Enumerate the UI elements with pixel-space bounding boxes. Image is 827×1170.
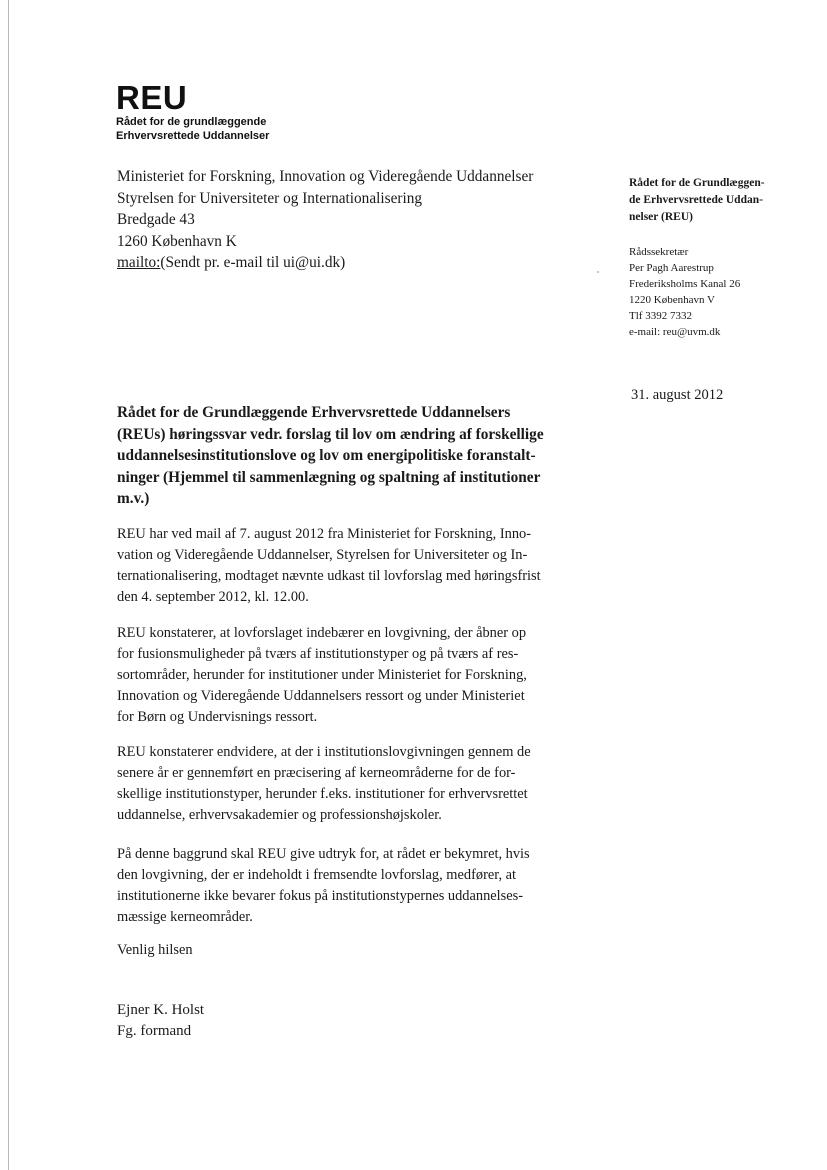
signatory-name: Ejner K. Holst: [117, 1002, 205, 1018]
sender-organization: [629, 175, 789, 226]
sender-info: [629, 175, 789, 340]
subject-line: Rådet for de Grundlæggende Erhvervsrettede Uddannelsers: [117, 404, 511, 421]
sender-contact-details: [629, 244, 789, 340]
sender-detail-line: Frederiksholms Kanal 26: [629, 278, 741, 290]
signature-block: [117, 1000, 577, 1042]
body-line: institutionerne ikke bevarer fokus på institutionstypernes uddannelses-: [117, 888, 524, 904]
sender-name-line: Rådet for de Grundlæggen-: [629, 177, 765, 189]
body-line: sortområder, herunder for institutioner under Ministeriet for Forskning,: [117, 667, 527, 683]
recipient-address: [117, 166, 533, 274]
letter-subject: [117, 402, 577, 510]
letter-date: 31. august 2012: [631, 387, 724, 403]
email-note: (Sendt pr. e-mail til ui@ui.dk): [160, 254, 346, 271]
body-line: for fusionsmuligheder på tværs af institutionstyper og på tværs af res-: [117, 646, 519, 662]
recipient-line: Styrelsen for Universiteter og Internationalisering: [117, 189, 422, 207]
recipient-line: 1260 København K: [117, 232, 237, 250]
body-paragraph-1: [117, 524, 577, 608]
sender-detail-line: 1220 København V: [629, 294, 715, 306]
sender-email: e-mail: reu@uvm.dk: [629, 326, 721, 338]
logo-subtitle-line-2: Erhvervsrettede Uddannelser: [116, 130, 270, 142]
body-line: REU konstaterer endvidere, at der i institutionslovgivningen gennem de: [117, 744, 531, 760]
recipient-line: Ministeriet for Forskning, Innovation og Videregående Uddannelser: [117, 168, 534, 185]
sender-detail-line: Per Pagh Aarestrup: [629, 262, 714, 274]
body-line: På denne baggrund skal REU give udtryk for, at rådet er bekymret, hvis: [117, 846, 530, 862]
closing-text: Venlig hilsen: [117, 942, 193, 958]
closing-greeting: [117, 940, 577, 961]
recipient-line: Bredgade 43: [117, 211, 195, 228]
sender-name-line: de Erhvervsrettede Uddan-: [629, 194, 763, 206]
signatory-title: Fg. formand: [117, 1023, 192, 1039]
sender-detail-line: Tlf 3392 7332: [629, 310, 692, 322]
body-line: den lovgivning, der er indeholdt i fremsendte lovforslag, medfører, at: [117, 867, 517, 883]
body-paragraph-4: [117, 844, 577, 928]
subject-line: uddannelsesinstitutionslove og lov om energipolitiske foranstalt-: [117, 447, 536, 464]
body-line: uddannelse, erhvervsakademier og professionshøjskoler.: [117, 807, 442, 823]
reu-logo: [116, 79, 270, 142]
body-paragraph-2: [117, 623, 577, 728]
subject-line: (REUs) høringssvar vedr. forslag til lov om ændring af forskellige: [117, 425, 544, 443]
mailto-link[interactable]: mailto:: [117, 254, 161, 271]
body-line: senere år er gennemført en præcisering af kerneområderne for de for-: [117, 765, 516, 781]
body-line: ternationalisering, modtaget nævnte udkast til lovforslag med høringsfrist: [117, 568, 541, 584]
sender-detail-line: Rådssekretær: [629, 246, 689, 258]
body-line: REU har ved mail af 7. august 2012 fra Ministeriet for Forskning, Inno-: [117, 526, 532, 542]
page-edge-line: [8, 0, 9, 1170]
body-line: den 4. september 2012, kl. 12.00.: [117, 589, 309, 605]
body-line: Innovation og Videregående Uddannelsers ressort og under Ministeriet: [117, 688, 525, 704]
body-line: vation og Videregående Uddannelser, Styrelsen for Universiteter og In-: [117, 547, 528, 563]
body-line: mæssige kerneområder.: [117, 909, 253, 925]
scan-speck: [597, 271, 599, 273]
logo-subtitle-line-1: Rådet for de grundlæggende: [116, 116, 267, 128]
recipient-email-line: [117, 252, 533, 274]
body-line: for Børn og Undervisnings ressort.: [117, 709, 318, 725]
subject-line: ninger (Hjemmel til sammenlægning og spaltning af institutioner: [117, 468, 541, 486]
subject-line: m.v.): [117, 490, 150, 507]
logo-acronym: REU: [116, 79, 188, 116]
body-paragraph-3: [117, 742, 577, 826]
sender-name-line: nelser (REU): [629, 211, 693, 223]
body-line: REU konstaterer, at lovforslaget indebærer en lovgivning, der åbner op: [117, 625, 527, 641]
body-line: skellige institutionstyper, herunder f.eks. institutioner for erhvervsrettet: [117, 786, 528, 802]
